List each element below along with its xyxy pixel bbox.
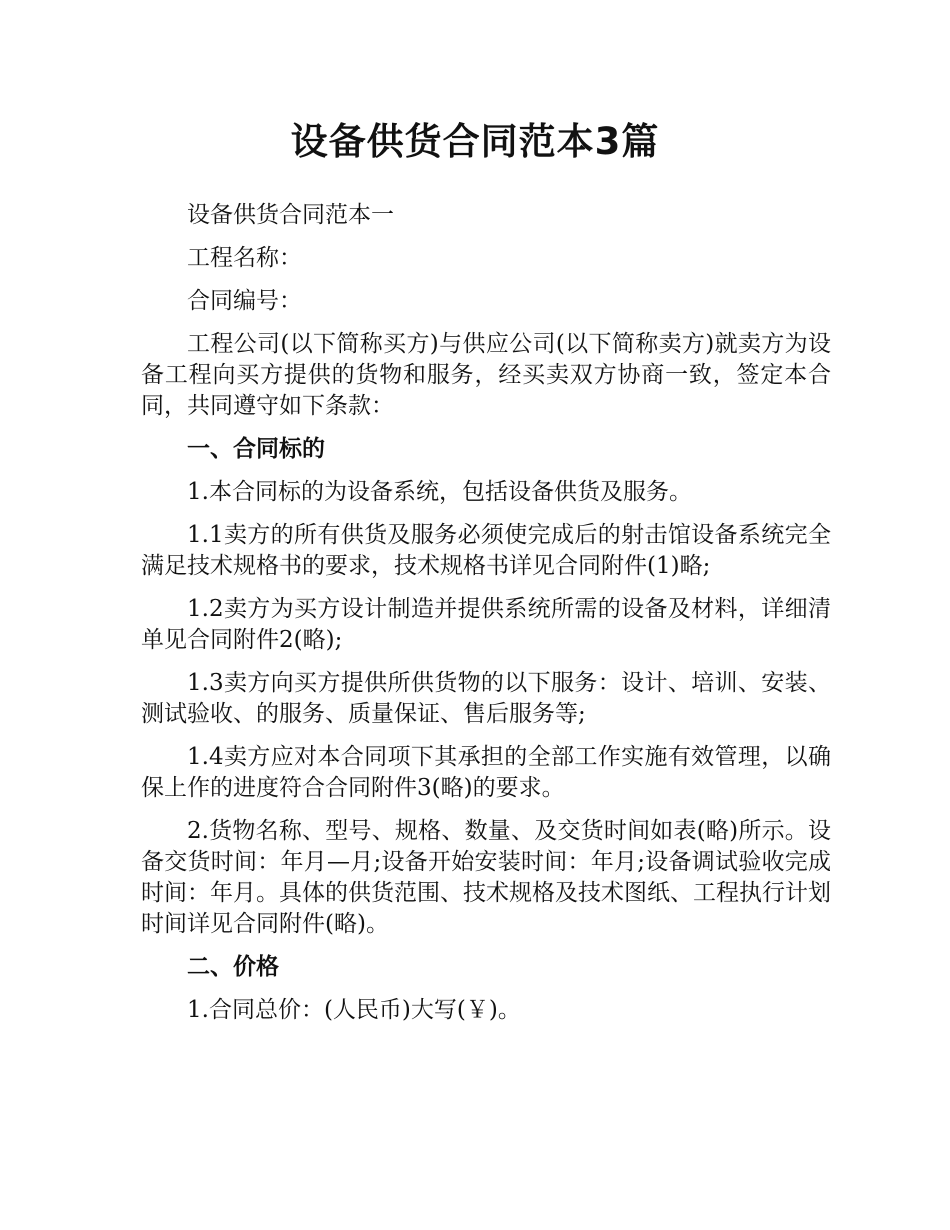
document-body (141, 200, 831, 1038)
clause-1-4: 1.4卖方应对本合同项下其承担的全部工作实施有效管理，以确保上作的进度符合合同附件3(略)的要求。 (141, 744, 831, 801)
document-title: 设备供货合同范本3篇 (290, 120, 660, 163)
contract-number-line: 合同编号： (187, 288, 302, 314)
clause-2: 2.货物名称、型号、规格、数量、及交货时间如表(略)所示。设备交货时间：年月—月;设备开始安装时间：年月;设备调试验收完成时间：年月。具体的供货范围、技术规格及技术图纸、工程执行计划时间详见合同附件(略)。 (141, 818, 831, 937)
heading-contract-subject: 一、合同标的 (187, 436, 325, 462)
price-clause-1: 1.合同总价：(人民币)大写(￥)。 (187, 997, 521, 1023)
section-subtitle: 设备供货合同范本一 (187, 202, 394, 228)
clause-1-3: 1.3卖方向买方提供所供货物的以下服务：设计、培训、安装、测试验收、的服务、质量保证、售后服务等; (141, 670, 831, 727)
heading-price: 二、价格 (187, 954, 279, 980)
clause-1-1: 1.1卖方的所有供货及服务必须使完成后的射击馆设备系统完全满足技术规格书的要求，技术规格书详见合同附件(1)略; (141, 522, 831, 579)
clause-1: 1.本合同标的为设备系统，包括设备供货及服务。 (187, 479, 692, 505)
project-name-line: 工程名称： (187, 245, 302, 271)
clause-1-2: 1.2卖方为买方设计制造并提供系统所需的设备及材料，详细清单见合同附件2(略); (141, 596, 831, 653)
preamble-paragraph: 工程公司(以下简称买方)与供应公司(以下简称卖方)就卖方为设备工程向买方提供的货物和服务，经买卖双方协商一致，签定本合同，共同遵守如下条款： (141, 331, 831, 419)
